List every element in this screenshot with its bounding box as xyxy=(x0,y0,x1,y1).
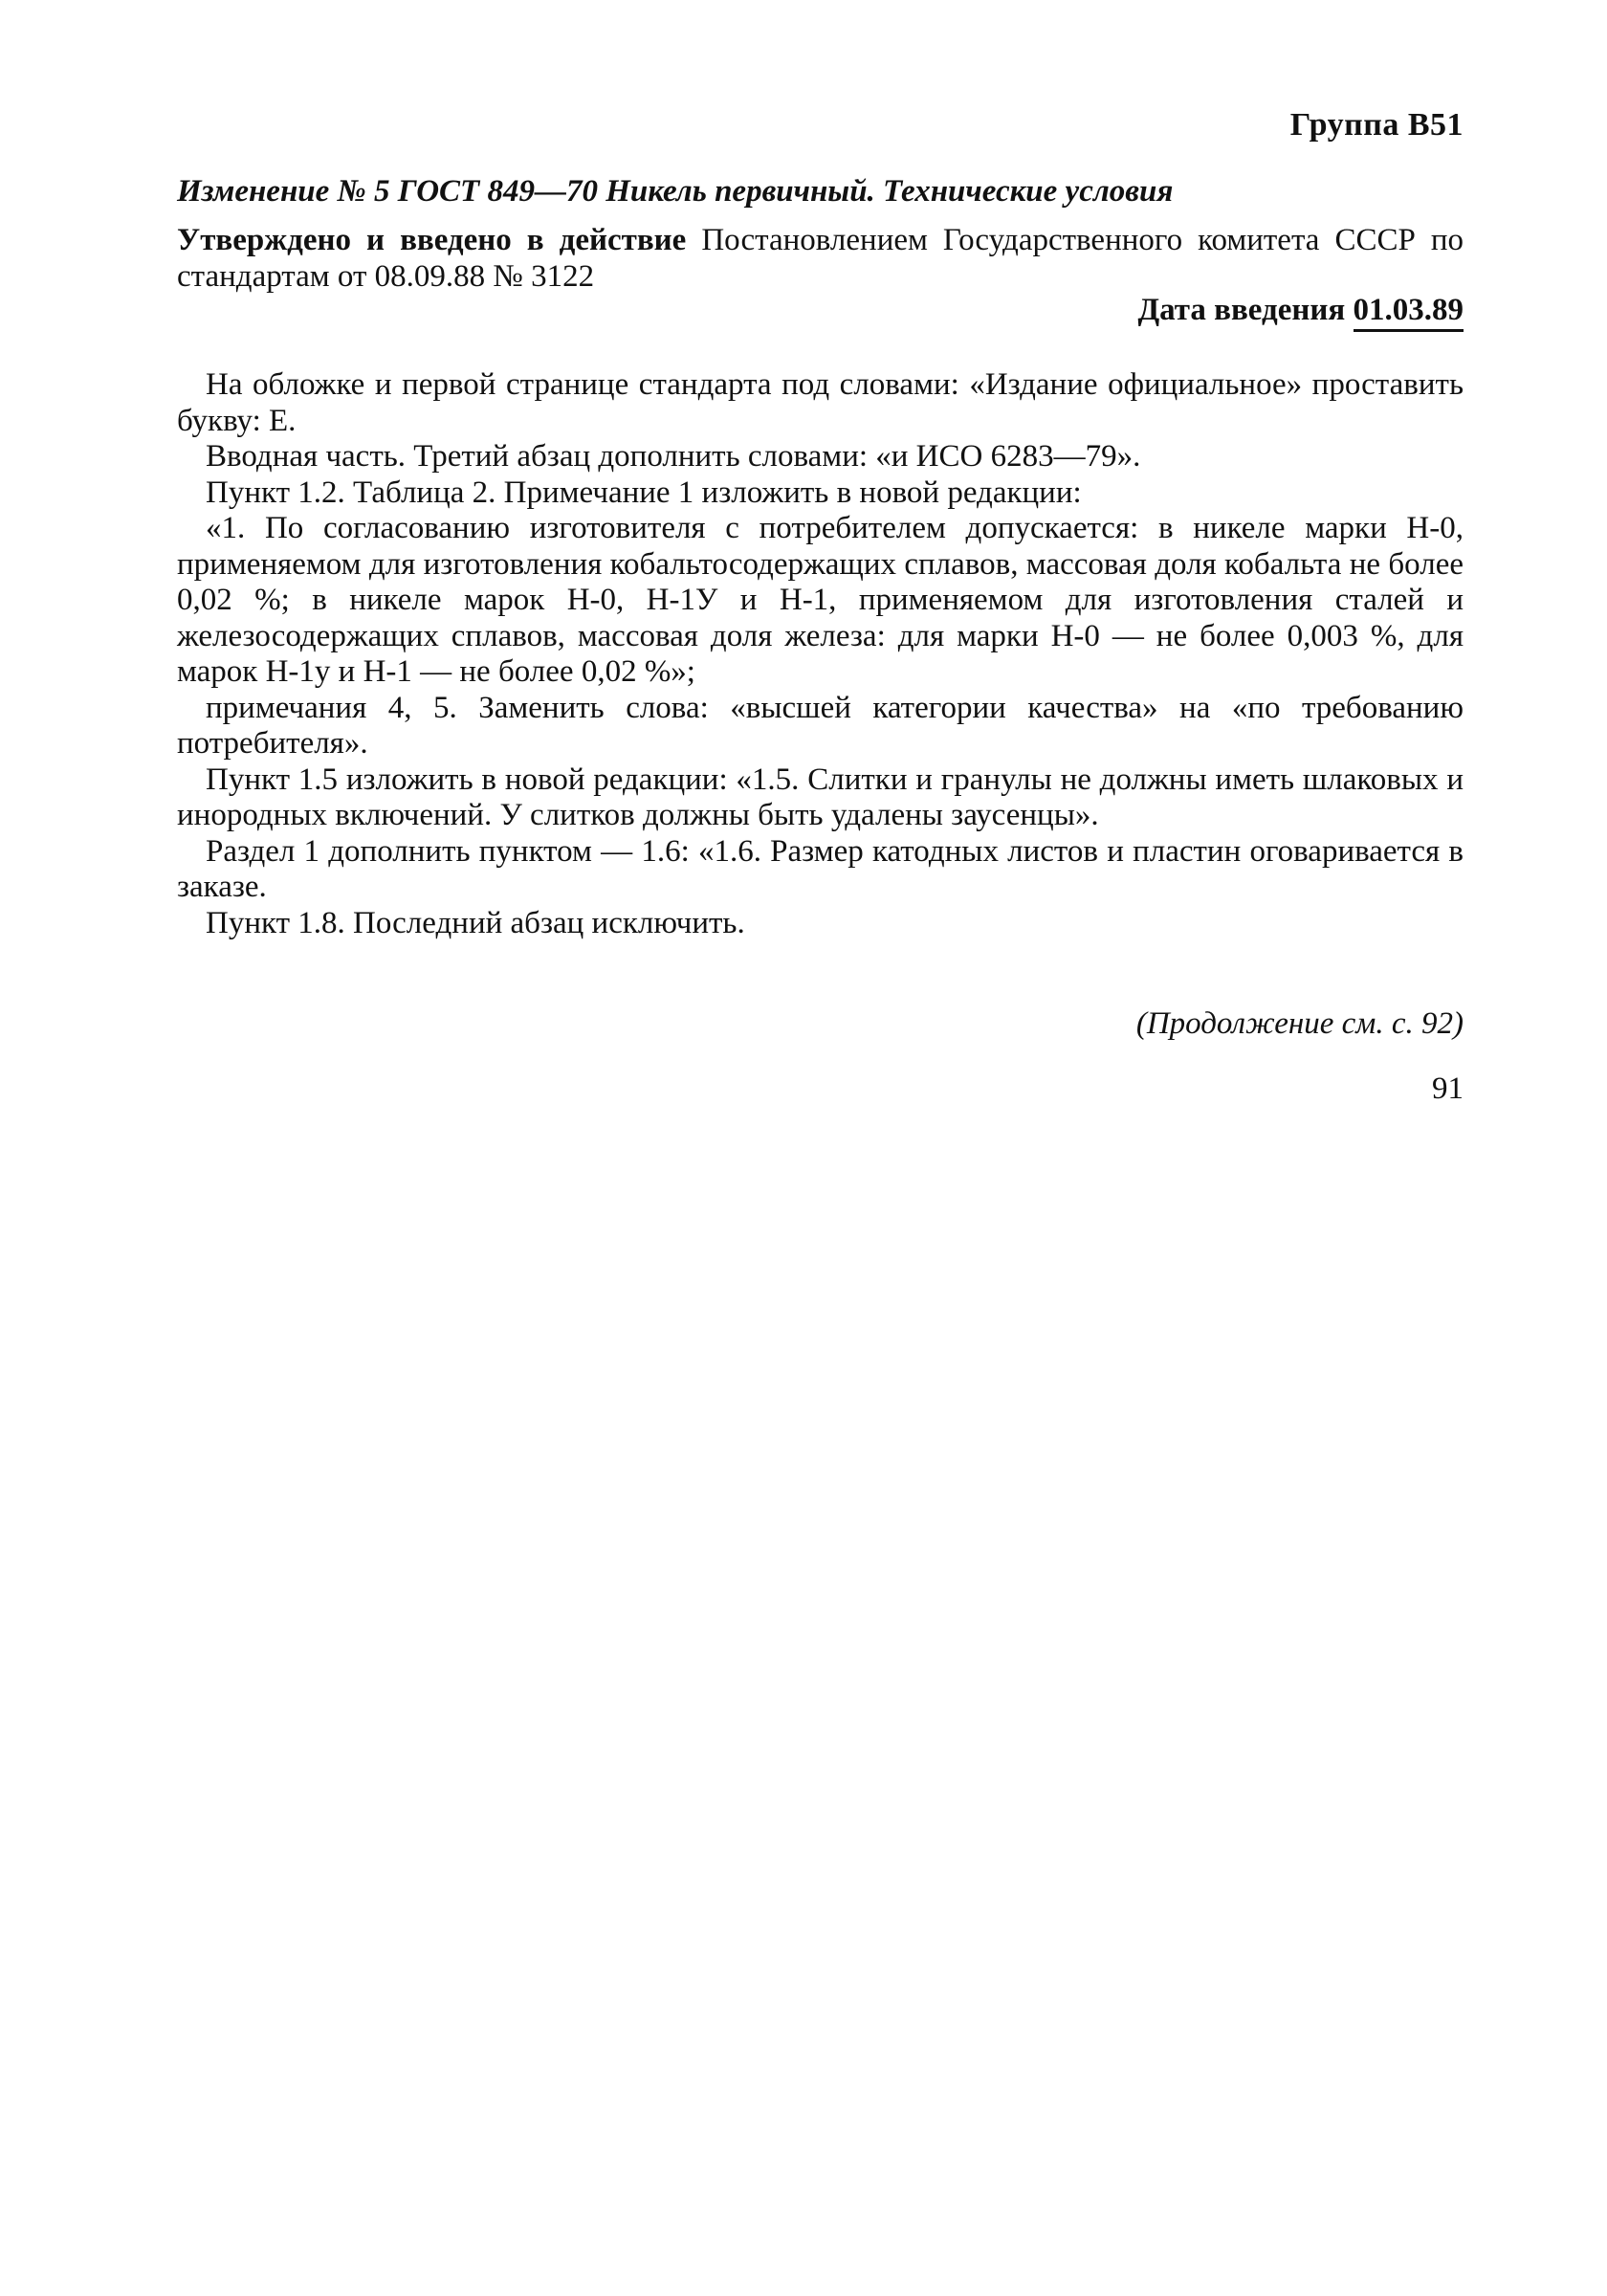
amendment-body xyxy=(177,367,1464,941)
paragraph-notes-4-5: примечания 4, 5. Заменить слова: «высшей категории качества» на «по требованию потребителя». xyxy=(177,690,1464,761)
paragraph-clause-1-8: Пункт 1.8. Последний абзац исключить. xyxy=(206,905,745,940)
document-title: Изменение № 5 ГОСТ 849—70 Никель первичный. Технические условия xyxy=(177,174,1174,209)
introduction-date-label: Дата введения xyxy=(1137,293,1354,327)
paragraph-note-1: «1. По согласованию изготовителя с потребителем допускается: в никеле марки Н-0, применяемом для изготовления кобальтосодержащих сплавов, массовая доля кобальта не более 0,02 %; в никеле марок Н-0, Н-1У и Н-1, применяемом для изготовления сталей и железосодержащих сплавов, массовая доля железа: для марки Н-0 — не более 0,003 %, для марок Н-1у и Н-1 — не более 0,02 %»; xyxy=(177,511,1464,689)
group-label: Группа В51 xyxy=(1289,107,1464,143)
introduction-date xyxy=(1137,293,1464,328)
paragraph-clause-1-6: Раздел 1 дополнить пунктом — 1.6: «1.6. Размер катодных листов и пластин оговаривается в заказе. xyxy=(177,833,1464,904)
introduction-date-value: 01.03.89 xyxy=(1354,293,1464,332)
approval-statement xyxy=(177,222,1464,295)
paragraph-clause-1-2: Пункт 1.2. Таблица 2. Примечание 1 изложить в новой редакции: xyxy=(206,475,1082,510)
paragraph-clause-1-5: Пункт 1.5 изложить в новой редакции: «1.5. Слитки и гранулы не должны иметь шлаковых и инородных включений. У слитков должны быть удалены заусенцы». xyxy=(177,762,1464,832)
approval-lead: Утверждено и введено в действие xyxy=(177,223,687,257)
page-number: 91 xyxy=(1432,1071,1464,1106)
paragraph-cover: На обложке и первой странице стандарта под словами: «Издание официальное» проставить букву: Е. xyxy=(177,367,1464,438)
approval-rest: Постановлением Государственного комитета СССР по стандартам от 08.09.88 № 3122 xyxy=(177,223,1464,294)
continued-note: (Продолжение см. с. 92) xyxy=(1135,1006,1464,1041)
paragraph-introduction: Вводная часть. Третий абзац дополнить словами: «и ИСО 6283—79». xyxy=(206,439,1141,474)
